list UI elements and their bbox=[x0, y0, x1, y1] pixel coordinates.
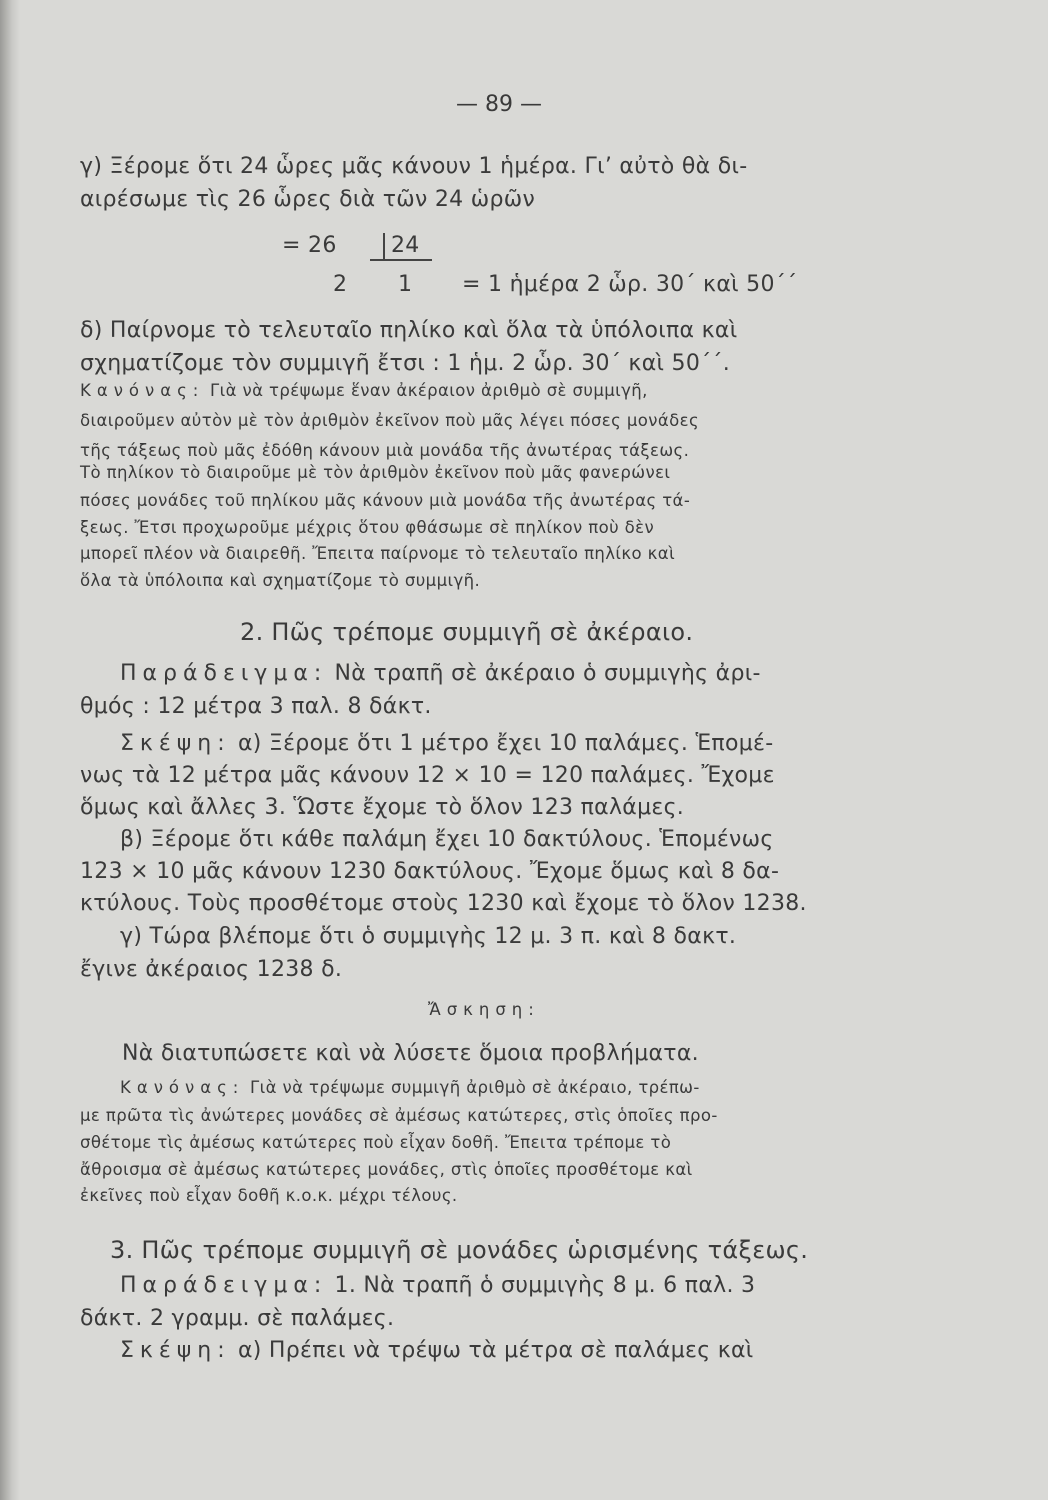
thought-text: α) Πρέπει νὰ τρέψω τὰ μέτρα σὲ παλάμες καὶ bbox=[237, 1338, 754, 1363]
example-label: Παράδειγμα: bbox=[120, 1273, 328, 1298]
text-line: β) Ξέρομε ὅτι κάθε παλάμη ἔχει 10 δακτύλους. Ἑπομένως bbox=[120, 827, 774, 852]
text-line bbox=[120, 661, 761, 686]
text-line bbox=[120, 731, 773, 756]
rule-line: ἐκεῖνες ποὺ εἶχαν δοθῆ κ.ο.κ. μέχρι τέλους. bbox=[80, 1186, 458, 1205]
division-result: = 1 ἡμέρα 2 ὧρ. 30΄ καὶ 50΄΄ bbox=[462, 272, 798, 297]
text-line: θμός : 12 μέτρα 3 παλ. 8 δάκτ. bbox=[80, 694, 432, 719]
rule-label: Κανόνας: bbox=[80, 381, 205, 400]
rule-line bbox=[80, 381, 648, 400]
thought-text: α) Ξέρομε ὅτι 1 μέτρο ἔχει 10 παλάμες. Ἑπομέ- bbox=[237, 731, 774, 756]
text-line bbox=[120, 1273, 755, 1298]
division-dividend: = 26 bbox=[282, 233, 337, 258]
section-heading: 2. Πῶς τρέπομε συμμιγῆ σὲ ἀκέραιο. bbox=[240, 618, 694, 646]
rule-line: ὅλα τὰ ὑπόλοιπα καὶ σχηματίζομε τὸ συμμιγῆ. bbox=[80, 571, 481, 590]
division-remainder: 2 bbox=[333, 272, 348, 297]
example-text: Νὰ τραπῆ σὲ ἀκέραιο ὁ συμμιγὴς ἀρι- bbox=[334, 661, 761, 686]
text-line: δάκτ. 2 γραμμ. σὲ παλάμες. bbox=[80, 1306, 395, 1331]
text-line: νως τὰ 12 μέτρα μᾶς κάνουν 12 × 10 = 120 παλάμες. Ἔχομε bbox=[80, 763, 775, 788]
rule-line: διαιροῦμεν αὐτὸν μὲ τὸν ἀριθμὸν ἐκεῖνον ποὺ μᾶς λέγει πόσες μονάδες bbox=[80, 411, 700, 430]
rule-line: σθέτομε τὶς ἀμέσως κατώτερες ποὺ εἶχαν δοθῆ. Ἔπειτα τρέπομε τὸ bbox=[80, 1133, 672, 1152]
rule-line: Τὸ πηλίκον τὸ διαιροῦμε μὲ τὸν ἀριθμὸν ἐκεῖνον ποὺ μᾶς φανερώνει bbox=[80, 463, 671, 482]
text-line: δ) Παίρνομε τὸ τελευταῖο πηλίκο καὶ ὅλα τὰ ὑπόλοιπα καὶ bbox=[80, 318, 738, 343]
rule-text: Γιὰ νὰ τρέψωμε ἕναν ἀκέραιον ἀριθμὸ σὲ συμμιγῆ, bbox=[210, 381, 648, 400]
rule-line: ξεως. Ἔτσι προχωροῦμε μέχρις ὅτου φθάσωμε σὲ πηλίκον ποὺ δὲν bbox=[80, 518, 655, 537]
text-line bbox=[120, 1338, 754, 1363]
rule-line: τῆς τάξεως ποὺ μᾶς ἐδόθη κάνουν μιὰ μονάδα τῆς ἀνωτέρας τάξεως. bbox=[80, 441, 690, 460]
division-quotient: 1 bbox=[398, 272, 413, 297]
rule-label: Κανόνας: bbox=[120, 1078, 245, 1097]
rule-line: ἄθροισμα σὲ ἀμέσως κατώτερες μονάδες, στὶς ὁποῖες προσθέτομε καὶ bbox=[80, 1160, 693, 1179]
text-line: 123 × 10 μᾶς κάνουν 1230 δακτύλους. Ἔχομε ὅμως καὶ 8 δα- bbox=[80, 859, 780, 884]
exercise-label: Ἄσκηση: bbox=[428, 1000, 540, 1019]
text-line: κτύλους. Τοὺς προσθέτομε στοὺς 1230 καὶ ἔχομε τὸ ὅλον 1238. bbox=[80, 891, 807, 916]
section-heading: 3. Πῶς τρέπομε συμμιγῆ σὲ μονάδες ὡρισμένης τάξεως. bbox=[110, 1236, 809, 1264]
rule-text: Γιὰ νὰ τρέψωμε συμμιγῆ ἀριθμὸ σὲ ἀκέραιο, τρέπω- bbox=[250, 1078, 700, 1097]
division-divisor: 24 bbox=[391, 233, 420, 258]
text-line: γ) Ξέρομε ὅτι 24 ὧρες μᾶς κάνουν 1 ἡμέρα. Γι’ αὐτὸ θὰ δι- bbox=[80, 154, 748, 179]
rule-line: μπορεῖ πλέον νὰ διαιρεθῆ. Ἔπειτα παίρνομε τὸ τελευταῖο πηλίκο καὶ bbox=[80, 544, 676, 563]
text-line: ὅμως καὶ ἄλλες 3. Ὥστε ἔχομε τὸ ὅλον 123 παλάμες. bbox=[80, 795, 685, 820]
thought-label: Σκέψη: bbox=[120, 1338, 231, 1363]
text-line: Νὰ διατυπώσετε καὶ νὰ λύσετε ὅμοια προβλήματα. bbox=[122, 1041, 699, 1066]
text-line: γ) Τώρα βλέπομε ὅτι ὁ συμμιγὴς 12 μ. 3 π. καὶ 8 δακτ. bbox=[120, 924, 737, 949]
text-line: ἔγινε ἀκέραιος 1238 δ. bbox=[80, 957, 343, 982]
example-label: Παράδειγμα: bbox=[120, 661, 328, 686]
text-line: αιρέσωμε τὶς 26 ὧρες διὰ τῶν 24 ὡρῶν bbox=[80, 187, 536, 212]
rule-line: πόσες μονάδες τοῦ πηλίκου μᾶς κάνουν μιὰ μονάδα τῆς ἀνωτέρας τά- bbox=[80, 491, 691, 510]
division-bar-horizontal bbox=[370, 259, 432, 261]
rule-line: με πρῶτα τὶς ἀνώτερες μονάδες σὲ ἀμέσως κατώτερες, στὶς ὁποῖες προ- bbox=[80, 1106, 718, 1125]
text-line: σχηματίζομε τὸν συμμιγῆ ἔτσι : 1 ἡμ. 2 ὧρ. 30΄ καὶ 50΄΄. bbox=[80, 351, 731, 376]
page-number: — 89 — bbox=[456, 92, 542, 117]
thought-label: Σκέψη: bbox=[120, 731, 231, 756]
rule-line bbox=[120, 1078, 700, 1097]
example-text: 1. Νὰ τραπῆ ὁ συμμιγὴς 8 μ. 6 παλ. 3 bbox=[334, 1273, 756, 1298]
division-bar-vertical bbox=[383, 233, 385, 259]
